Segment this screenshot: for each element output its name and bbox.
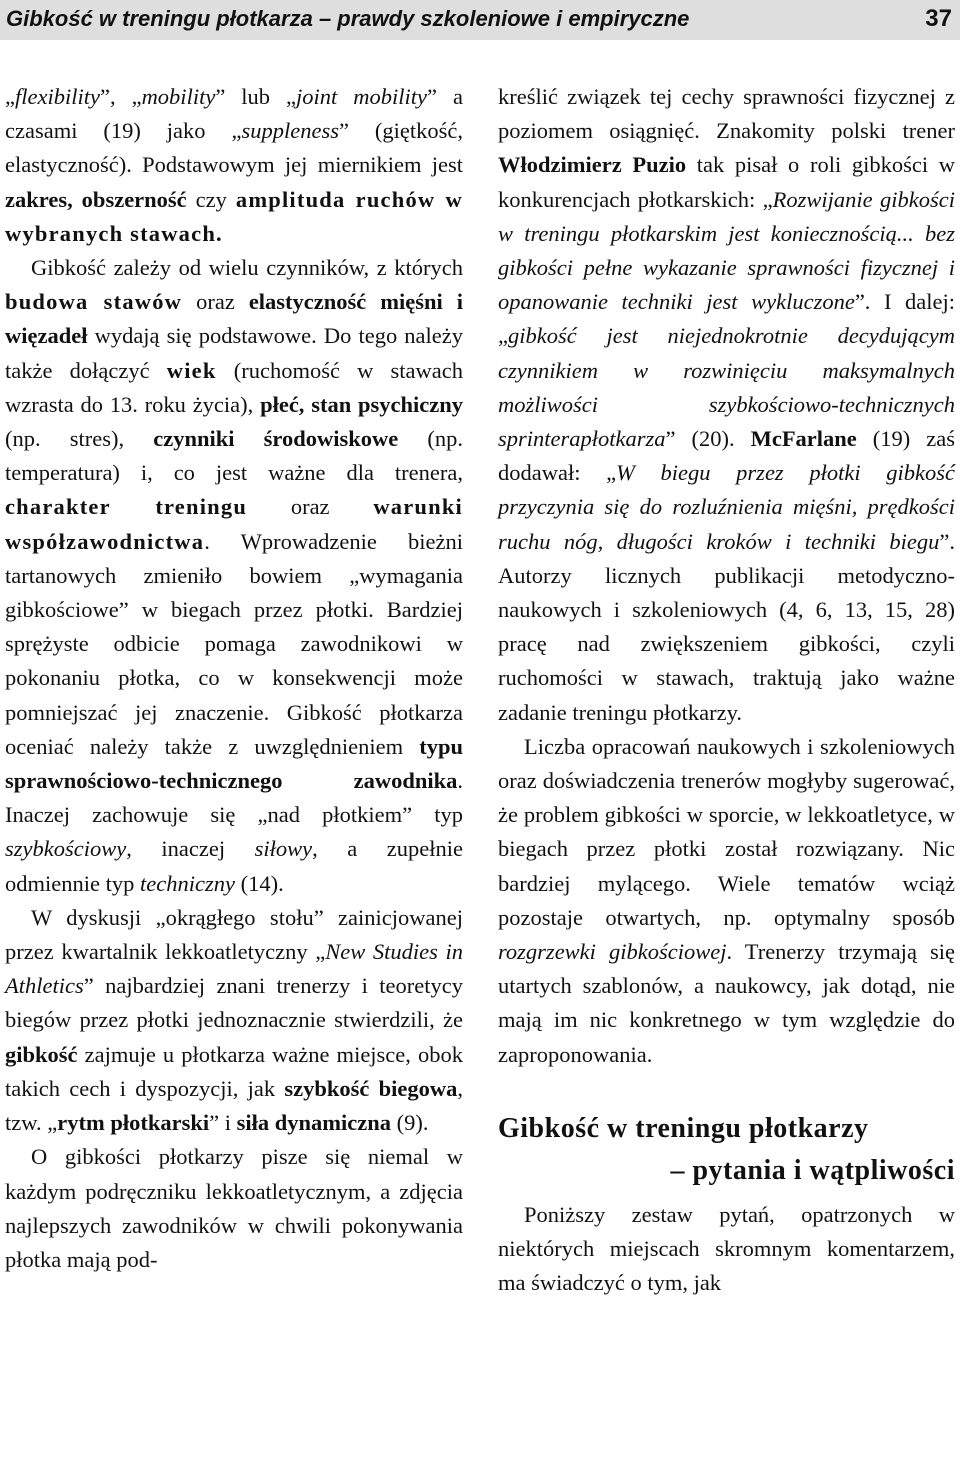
text-run: W dyskusji „okrągłego stołu” zainicjowanej przez kwartalnik lekkoatletyczny „ xyxy=(5,904,463,965)
text-run: , a zupełnie odmiennie typ xyxy=(5,836,463,896)
italic-text: W biegu przez płotki gibkość przyczynia się do rozluźnienia mięśni, prędkości ruchu nóg, długości kroków i techniki biegu xyxy=(498,460,955,554)
bold-text: szybkość biegowa xyxy=(284,1075,458,1101)
italic-text: gibkość jest niejednokrotnie decydującym czynnikiem w rozwinięciu maksymalnych możliwości szybkościowo-technicznych sprinterapłotkarza xyxy=(498,323,955,452)
italic-text: mobility xyxy=(141,84,216,109)
bold-text: wiek xyxy=(166,357,217,383)
italic-text: Rozwijanie gibkości w treningu płotkarskim jest koniecznością... bez gibkości pełne wykazanie sprawności fizycznej i opanowanie techniki jest wykluczone xyxy=(498,186,956,315)
text-run: ” najbardziej znani trenerzy i teoretycy biegów przez płotki jednoznacznie stwierdzili, że xyxy=(5,973,463,1033)
paragraph xyxy=(5,80,463,251)
text-run: tak pisał o roli gibkości w konkurencjach płotkarskich: „ xyxy=(498,152,955,212)
text-run: kreślić związek tej cechy sprawności fizycznej z poziomem osiągnięć. Znakomity polski trener xyxy=(498,84,955,144)
running-header xyxy=(0,0,960,40)
text-run: oraz xyxy=(182,289,249,315)
bold-text: warunki współzawodnictwa xyxy=(5,494,464,554)
page-number: 37 xyxy=(925,5,952,32)
text-run: (19) zaś dodawał: „ xyxy=(498,426,955,486)
bold-text: amplituda ruchów w wybranych stawach. xyxy=(5,186,463,246)
text-run: „ xyxy=(5,84,15,109)
section-heading-line-2: – pytania i wątpliwości xyxy=(670,1154,955,1186)
italic-text: joint mobility xyxy=(296,84,428,109)
text-run: oraz xyxy=(247,494,374,520)
text-run: (ruchomość w stawach wzrasta do 13. roku życia), xyxy=(5,357,463,417)
right-column xyxy=(498,80,955,1301)
text-run: , tzw. „ xyxy=(5,1075,464,1136)
text-run: ”. Autorzy licznych publikacji metodyczno-naukowych i szkoleniowych (4, 6, 13, 15, 28) pracę nad zwiększeniem gibkości, czyli ruchomości w stawach, traktują jako ważne zadanie treningu płotkarzy. xyxy=(498,528,955,725)
left-column xyxy=(5,80,463,1277)
text-run: ” (20). xyxy=(665,426,751,452)
bold-text: zakres, obszerność xyxy=(5,186,187,212)
bold-text: czynniki środowiskowe xyxy=(153,426,399,452)
italic-text: techniczny xyxy=(139,870,235,896)
text-run: Gibkość zależy od wielu czynników, z których xyxy=(31,255,463,281)
text-run: ” a czasami (19) jako „ xyxy=(5,84,463,144)
text-run: . Wprowadzenie bieżni tartanowych zmieniło bowiem „wymagania gibkościowe” w biegach przez płotki. Bardziej sprężyste odbicie pomaga zawodnikowi w pokonaniu płotka, co w konsekwencji może pomniejszać jej znaczenie. Gibkość płotkarza oceniać należy także z uwzględnieniem xyxy=(5,528,463,759)
bold-text: rytm płotkarski xyxy=(57,1110,210,1136)
italic-text: szybkościowy xyxy=(5,836,127,862)
text-run: (np. stres), xyxy=(5,426,154,452)
bold-text: budowa stawów xyxy=(5,289,183,315)
paragraph xyxy=(498,730,955,1072)
bold-text: Włodzimierz Puzio xyxy=(498,152,687,178)
text-run: ”, „ xyxy=(99,84,142,109)
italic-text: siłowy xyxy=(254,836,313,862)
text-run: . Trenerzy trzymają się utartych szablonów, a naukowcy, jak dotąd, nie mają im nic konkretnego w tym względzie do zaproponowania. xyxy=(498,939,955,1067)
text-run: zajmuje u płotkarza ważne miejsce, obok takich cech i dyspozycji, jak xyxy=(5,1041,463,1101)
text-run: Poniższy zestaw pytań, opatrzonych w niektórych miejscach skromnym komentarzem, ma świadczyć o tym, jak xyxy=(498,1201,955,1296)
bold-text: charakter treningu xyxy=(5,494,248,520)
text-run: ” (giętkość, elastyczność). Podstawowym jej miernikiem jest xyxy=(5,118,463,178)
text-run: ” i xyxy=(209,1110,237,1136)
bold-text: płeć, stan psychiczny xyxy=(260,391,464,417)
text-run: (9). xyxy=(391,1110,429,1136)
header-title: Gibkość w treningu płotkarza – prawdy szkoleniowe i empiryczne xyxy=(6,6,690,31)
section-heading-line-1: Gibkość w treningu płotkarzy xyxy=(498,1112,869,1144)
bold-text: McFarlane xyxy=(750,426,857,452)
text-run: ”. I dalej: „ xyxy=(498,289,955,349)
section-heading xyxy=(498,1108,955,1192)
text-run: , inaczej xyxy=(126,836,255,862)
bold-text: typu sprawnościowo-technicznego zawodnika xyxy=(5,733,463,794)
text-run: Liczba opracowań naukowych i szkoleniowych oraz doświadczenia trenerów mogłyby sugerować, że problem gibkości w sporcie, w lekkoatletyce, w biegach przez płotki został rozwiązany. Nic bardziej mylącego. Wiele tematów wciąż pozostaje otwartych, np. optymalny sposób xyxy=(498,733,955,930)
text-run: . Inaczej zachowuje się „nad płotkiem” typ xyxy=(5,768,463,828)
bold-text: elastyczność mięśni i więzadeł xyxy=(5,289,463,349)
paragraph xyxy=(5,901,463,1140)
bold-text: gibkość xyxy=(5,1041,78,1067)
text-run: (14). xyxy=(234,870,284,896)
italic-text: rozgrzewki gibkościowej xyxy=(498,939,727,965)
text-run: wydają się podstawowe. Do tego należy także dołączyć xyxy=(5,323,463,383)
paragraph xyxy=(5,1140,463,1277)
text-run: (np. temperatura) i, co jest ważne dla trenera, xyxy=(5,426,463,486)
text-run: czy xyxy=(186,186,236,212)
italic-text: flexibility xyxy=(15,84,100,109)
paragraph xyxy=(5,251,463,901)
italic-text: suppleness xyxy=(241,118,339,144)
bold-text: siła dynamiczna xyxy=(236,1110,392,1136)
text-run: O gibkości płotkarzy pisze się niemal w każdym podręczniku lekkoatletycznym, a zdjęcia najlepszych zawodników w chwili pokonywania płotka mają pod- xyxy=(5,1144,463,1272)
paragraph xyxy=(498,80,955,730)
text-run: ” lub „ xyxy=(215,84,297,109)
italic-text: New Studies in Athletics xyxy=(5,939,463,999)
paragraph xyxy=(498,1198,955,1301)
